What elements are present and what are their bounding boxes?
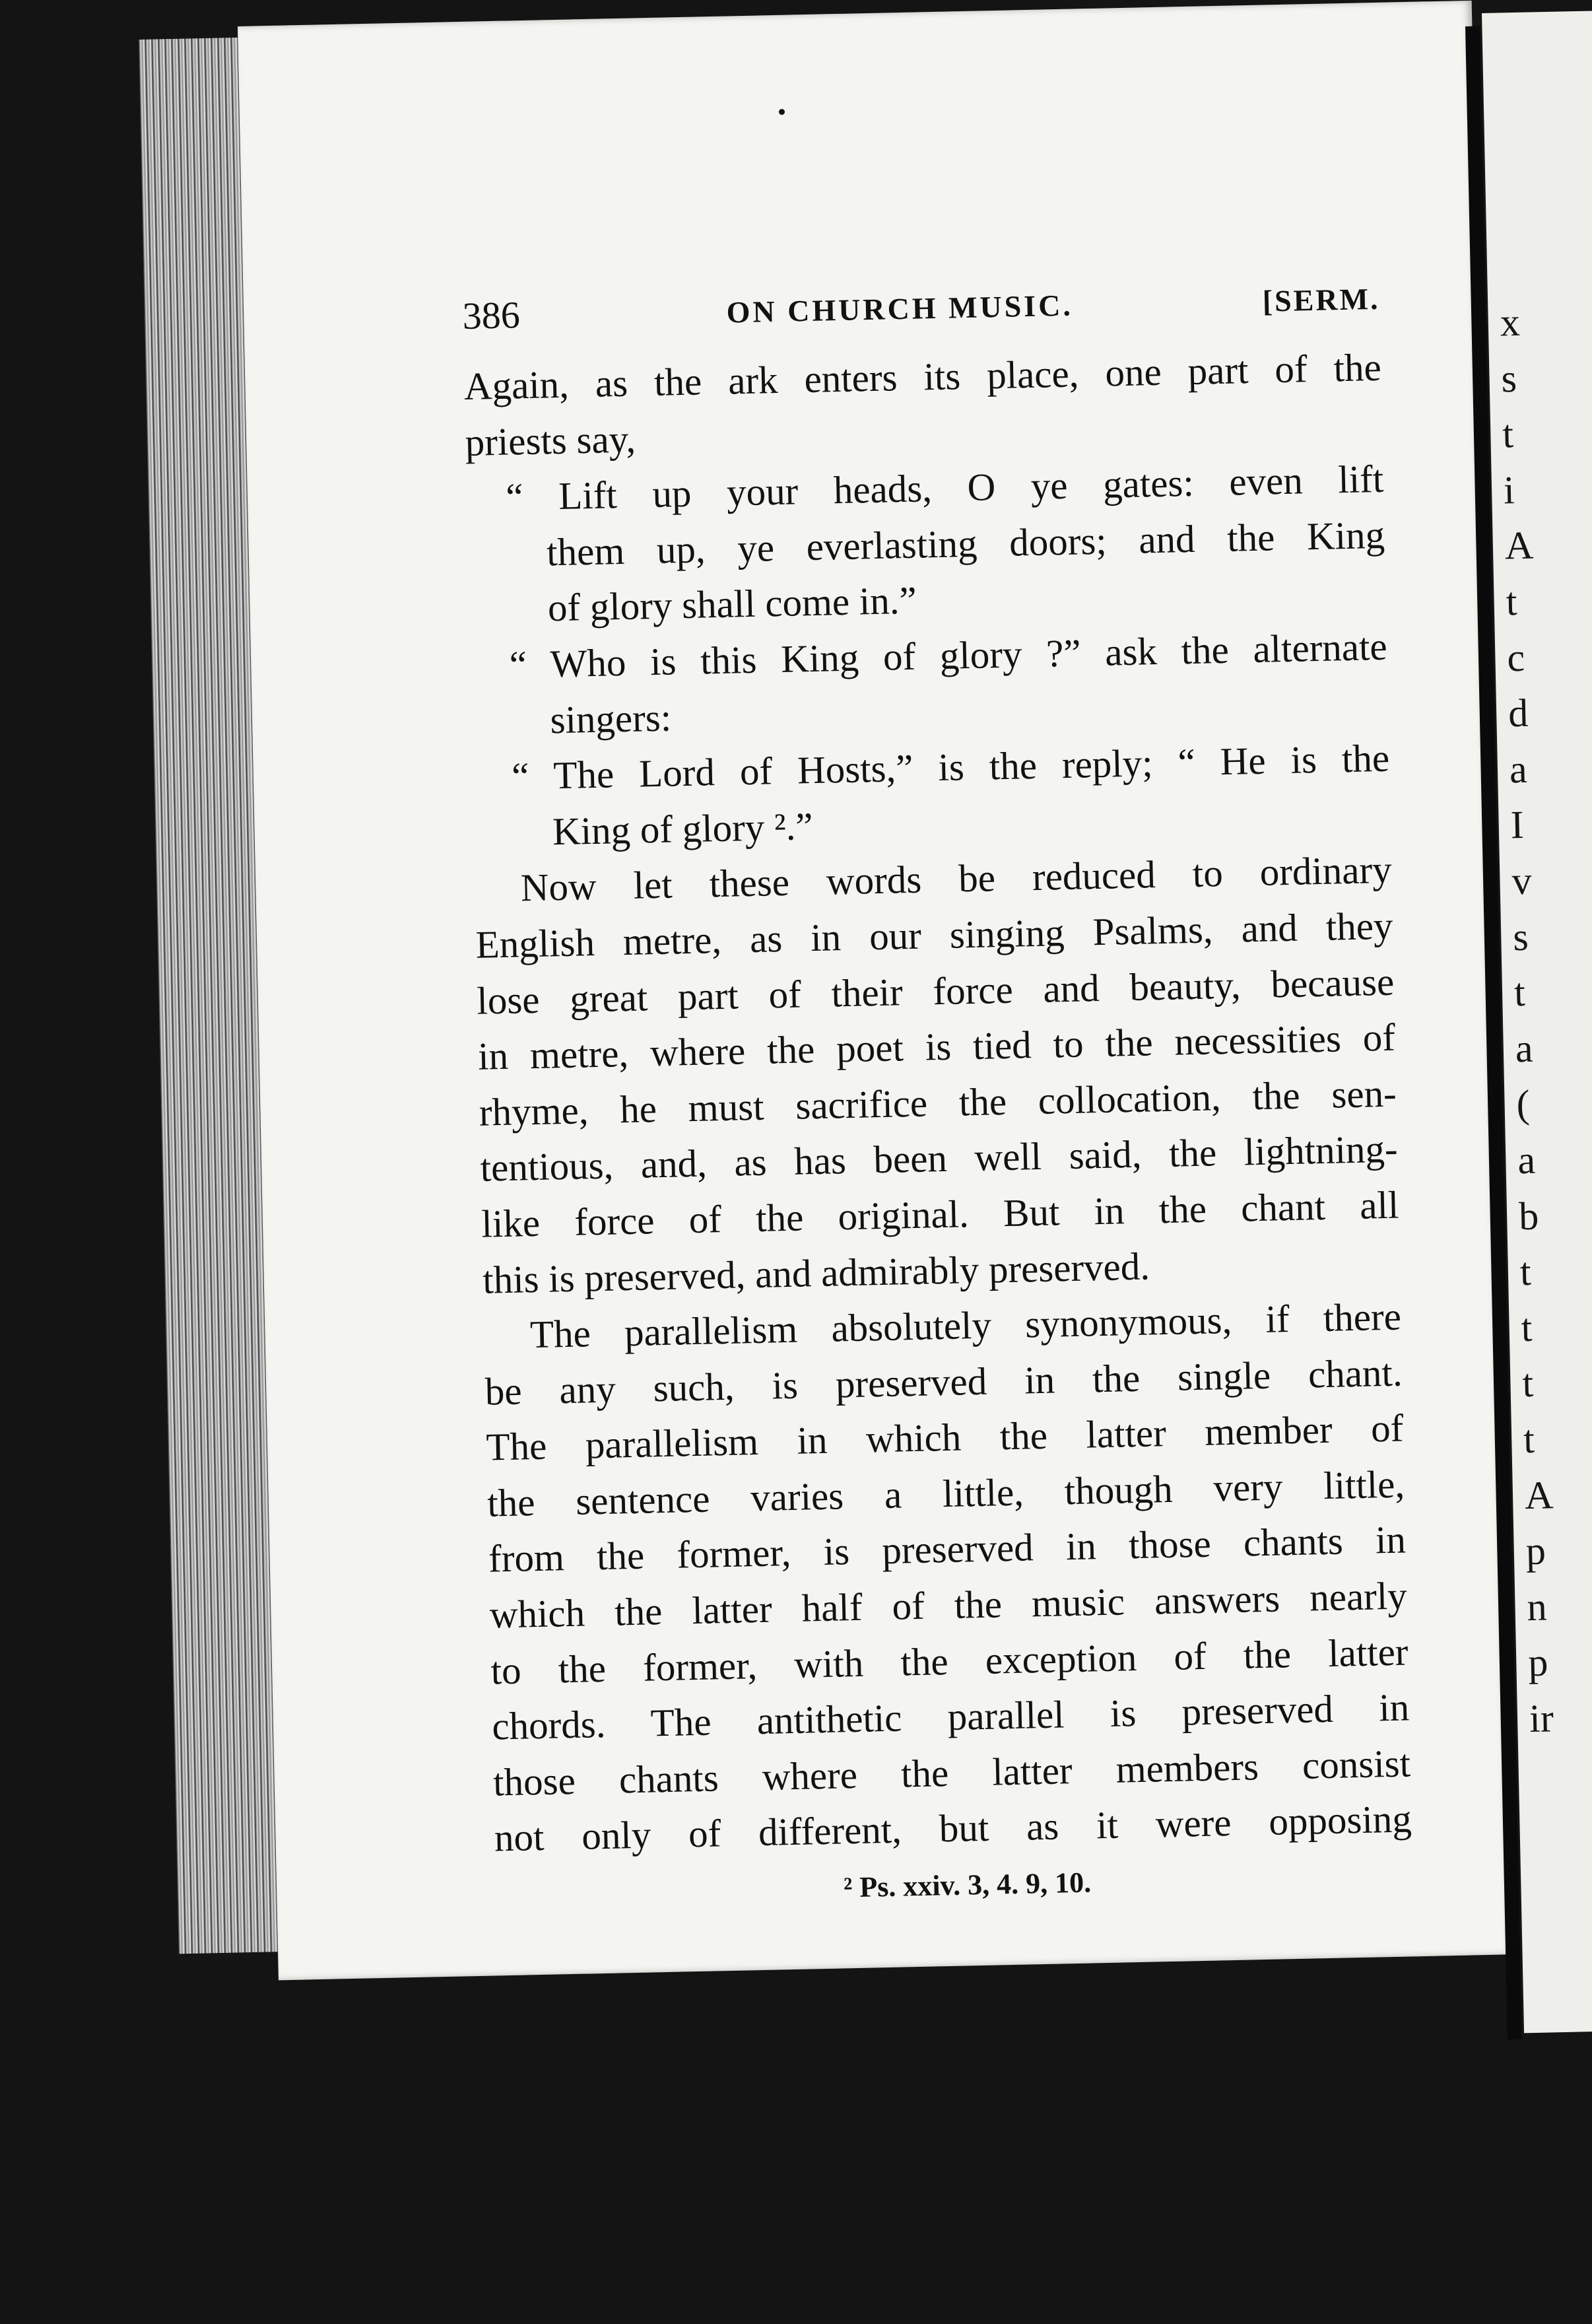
text-line: lose great part of their force and beauty, because xyxy=(476,959,1395,1023)
text-line: chords. The antithetic parallel is preserved in xyxy=(491,1685,1410,1748)
facing-page-fragment: x xyxy=(1500,300,1521,345)
quote-line: King of glory ².” xyxy=(552,803,814,854)
quote-line: them up, ye everlasting doors; and the King xyxy=(546,512,1385,574)
facing-page-fragment: i xyxy=(1503,467,1515,512)
facing-page-fragment: t xyxy=(1523,1417,1535,1462)
footnote: ² Ps. xxiv. 3, 4. 9, 10. xyxy=(843,1866,1092,1904)
quote-line: of glory shall come in.” xyxy=(547,578,917,630)
quote-line: “ Lift up your heads, O ye gates: even lift xyxy=(505,457,1384,519)
facing-page-fragment: s xyxy=(1512,914,1529,959)
page-text xyxy=(462,275,1413,1912)
facing-page-fragment: p xyxy=(1525,1528,1546,1573)
quote-line: singers: xyxy=(549,695,672,741)
text-line: to the former, with the exception of the latter xyxy=(490,1629,1409,1693)
facing-page-fragment: a xyxy=(1515,1026,1534,1071)
text-line: tentious, and, as has been well said, the lightning- xyxy=(480,1126,1399,1190)
text-line: The parallelism absolutely synonymous, if there xyxy=(529,1294,1402,1357)
facing-page-fragment: d xyxy=(1508,691,1529,735)
facing-page-fragment: I xyxy=(1510,803,1525,847)
text-line: like force of the original. But in the chant all xyxy=(481,1182,1399,1246)
facing-page-fragment: a xyxy=(1517,1138,1536,1182)
facing-page-fragment: b xyxy=(1518,1194,1539,1238)
facing-page-fragment: A xyxy=(1524,1472,1554,1517)
text-line: The parallelism in which the latter member of xyxy=(485,1406,1404,1469)
text-line: English metre, as in our singing Psalms, and they xyxy=(475,903,1394,967)
text-line: priests say, xyxy=(465,417,636,464)
facing-page-fragment: s xyxy=(1500,356,1517,401)
quote-line: “ The Lord of Hosts,” is the reply; “ He is the xyxy=(511,735,1390,798)
text-line: not only of different, but as it were opposing xyxy=(494,1796,1412,1860)
running-title: ON CHURCH MUSIC. xyxy=(726,288,1074,329)
facing-page-fragment: c xyxy=(1506,635,1525,679)
text-line: from the former, is preserved in those chants in xyxy=(488,1517,1407,1581)
facing-page-fragment: ir xyxy=(1529,1696,1554,1741)
facing-page-fragment: n xyxy=(1526,1585,1548,1629)
facing-page-fragment: p xyxy=(1527,1640,1549,1685)
facing-page-fragment: t xyxy=(1505,580,1518,624)
section-mark: [SERM. xyxy=(1262,281,1380,318)
page-number: 386 xyxy=(462,293,521,337)
text-line: the sentence varies a little, though very little, xyxy=(486,1462,1405,1525)
facing-page-fragment: ( xyxy=(1515,1082,1531,1126)
text-line: Again, as the ark enters its place, one part of the xyxy=(463,345,1382,408)
facing-page-fragment: A xyxy=(1504,523,1534,568)
ink-speck xyxy=(779,109,785,115)
facing-page-fragment: t xyxy=(1521,1361,1534,1406)
text-line: in metre, where the poet is tied to the necessities of xyxy=(477,1015,1396,1078)
facing-page-fragment: t xyxy=(1513,971,1526,1015)
text-line: rhyme, he must sacrifice the collocation, the sen- xyxy=(479,1071,1397,1134)
body-text xyxy=(463,339,1412,1866)
facing-page-fragment: a xyxy=(1509,747,1528,792)
facing-page-fragment: v xyxy=(1511,858,1533,903)
facing-page-fragment: t xyxy=(1521,1305,1533,1350)
facing-page-fragment: t xyxy=(1519,1250,1532,1294)
text-line: Now let these words be reduced to ordinary xyxy=(520,848,1393,910)
facing-page-fragment: t xyxy=(1502,412,1514,456)
quote-line: “ Who is this King of glory ?” ask the alternate xyxy=(509,624,1388,687)
text-line: be any such, is preserved in the single chant. xyxy=(484,1350,1403,1414)
text-line: this is preserved, and admirably preserved. xyxy=(482,1244,1150,1302)
text-line: those chants where the latter members consist xyxy=(492,1741,1411,1804)
text-line: which the latter half of the music answers nearly xyxy=(489,1573,1408,1637)
